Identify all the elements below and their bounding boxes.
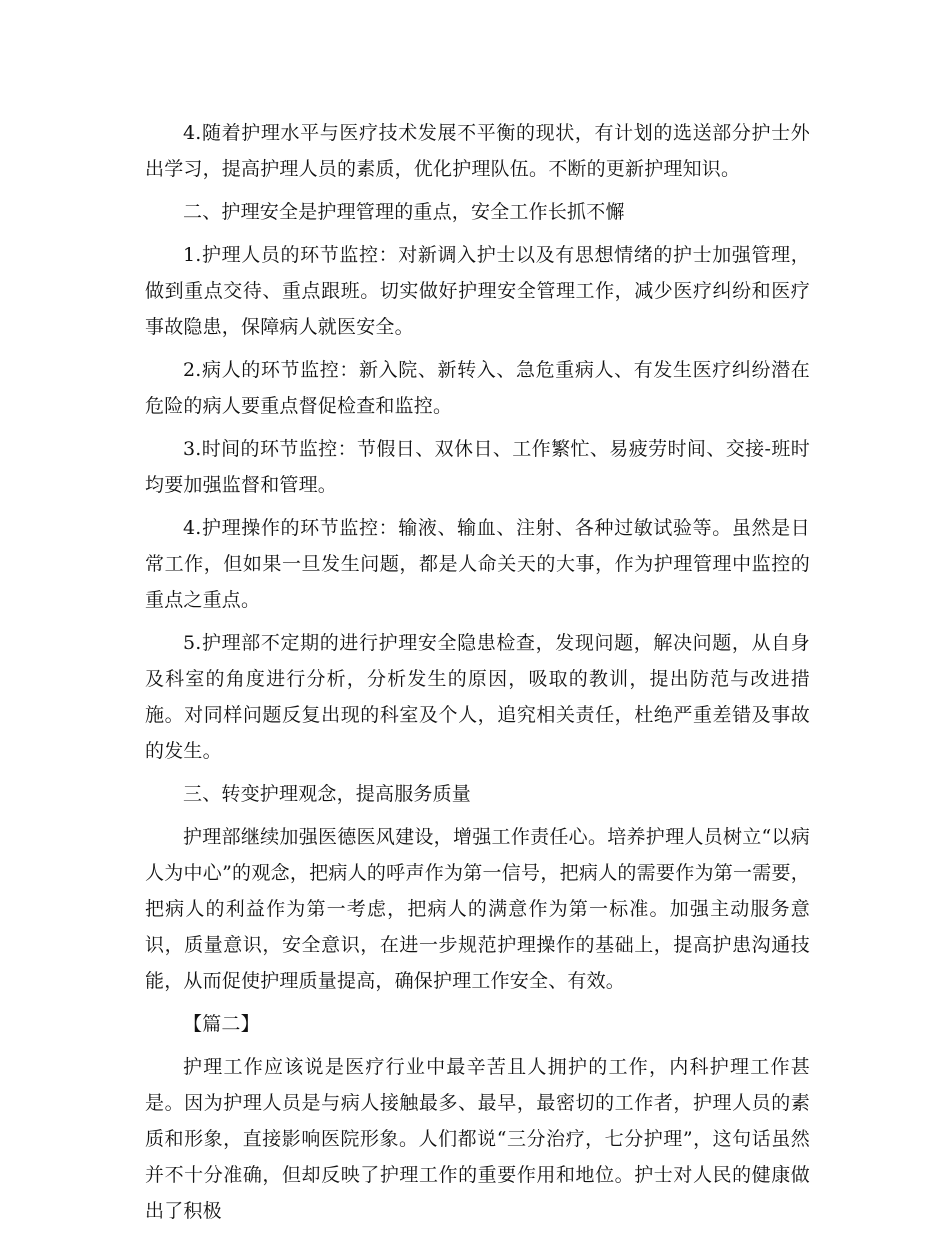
section-heading-part-two: 【篇二】 [183, 1013, 260, 1035]
paragraph-part-two-intro: 护理工作应该说是医疗行业中最辛苦且人拥护的工作，内科护理工作甚是。因为护理人员是与病人接触最多、最早，最密切的工作者，护理人员的素质和形象，直接影响医院形象。人们都说“三分治疗，七分护理”，这句话虽然并不十分准确，但却反映了护理工作的重要作用和地位。护士对人民的健康做出了积极 [145, 1056, 810, 1222]
paragraph-item-5-inspection: 5.护理部不定期的进行护理安全隐患检查，发现问题，解决问题，从自身及科室的角度进行分析，分析发生的原因，吸取的教训，提出防范与改进措施。对同样问题反复出现的科室及个人，追究相关责任，杜绝严重差错及事故的发生。 [145, 632, 810, 762]
paragraph-item-3-time-monitoring: 3.时间的环节监控：节假日、双休日、工作繁忙、易疲劳时间、交接-班时均要加强监督和管理。 [145, 438, 810, 496]
document-body [145, 115, 810, 1236]
paragraph-item-4-training: 4.随着护理水平与医疗技术发展不平衡的现状，有计划的选送部分护士外出学习，提高护理人员的素质，优化护理队伍。不断的更新护理知识。 [145, 122, 810, 180]
paragraph-item-1-staff-monitoring: 1.护理人员的环节监控：对新调入护士以及有思想情绪的护士加强管理，做到重点交待、重点跟班。切实做好护理安全管理工作，减少医疗纠纷和医疗事故隐患，保障病人就医安全。 [145, 244, 810, 338]
paragraph-item-4-operation-monitoring: 4.护理操作的环节监控：输液、输血、注射、各种过敏试验等。虽然是日常工作，但如果一旦发生问题，都是人命关天的大事，作为护理管理中监控的重点之重点。 [145, 517, 810, 611]
paragraph-item-2-patient-monitoring: 2.病人的环节监控：新入院、新转入、急危重病人、有发生医疗纠纷潜在危险的病人要重点督促检查和监控。 [145, 359, 810, 417]
section-heading-safety: 二、护理安全是护理管理的重点，安全工作长抓不懈 [183, 201, 625, 223]
section-heading-service-quality: 三、转变护理观念，提高服务质量 [183, 783, 472, 805]
paragraph-service-quality: 护理部继续加强医德医风建设，增强工作责任心。培养护理人员树立“以病人为中心”的观念，把病人的呼声作为第一信号，把病人的需要作为第一需要，把病人的利益作为第一考虑，把病人的满意作为第一标准。加强主动服务意识，质量意识，安全意识，在进一步规范护理操作的基础上，提高护患沟通技能，从而促使护理质量提高，确保护理工作安全、有效。 [145, 826, 810, 992]
